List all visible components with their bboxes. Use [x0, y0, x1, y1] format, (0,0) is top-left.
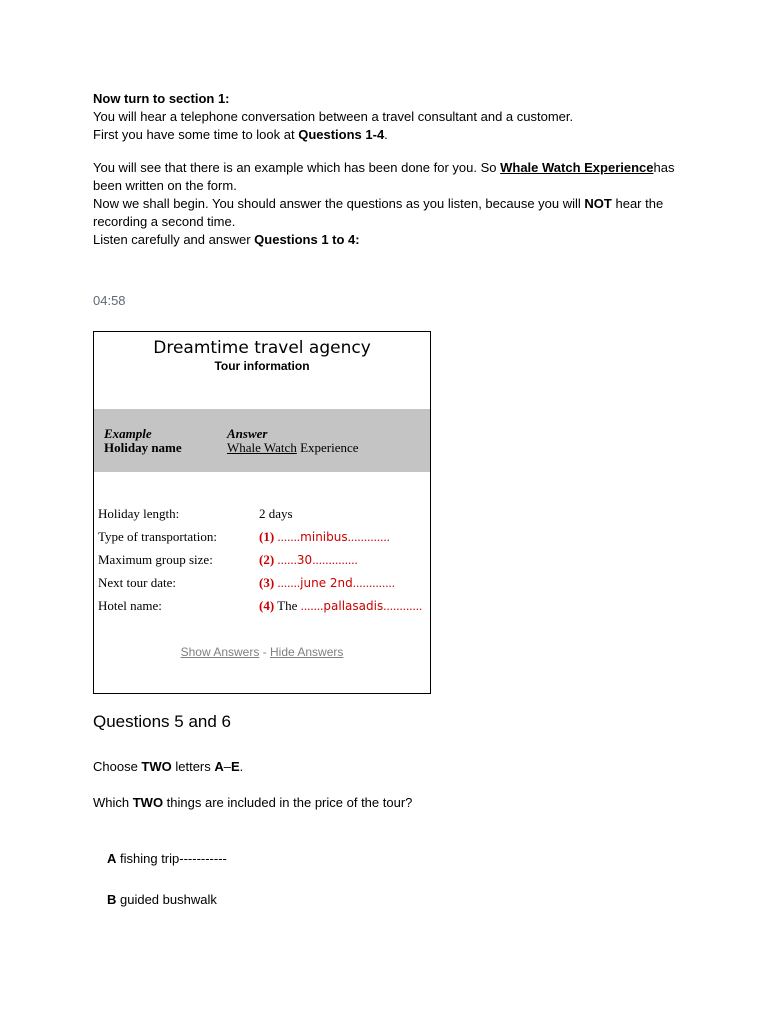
- row-label-transport: Type of transportation:: [98, 529, 217, 544]
- row-label-group-size: Maximum group size:: [98, 552, 213, 567]
- handwritten-answer: minibus: [300, 530, 348, 544]
- question-text: Which TWO things are included in the price of the tour?: [93, 795, 413, 810]
- countdown-timer: 04:58: [93, 293, 126, 308]
- form-title: Dreamtime travel agency: [153, 338, 371, 358]
- hide-answers-link[interactable]: Hide Answers: [270, 645, 344, 659]
- answer-label: Answer: [227, 426, 268, 441]
- show-answers-link[interactable]: Show Answers: [180, 645, 260, 659]
- example-answer-highlight: Whale Watch Experience: [500, 160, 654, 175]
- handwritten-answer: pallasadis: [323, 599, 384, 613]
- form-subtitle: Tour information: [214, 359, 310, 373]
- answer-4[interactable]: (4) The .......pallasadis............: [259, 598, 423, 613]
- example-answer: Whale Watch Experience: [227, 440, 359, 455]
- instructions: [93, 159, 683, 249]
- option-a[interactable]: A fishing trip-----------: [107, 851, 227, 866]
- answer-1[interactable]: (1) .......minibus.............: [259, 529, 390, 544]
- row-label-length: Holiday length:: [98, 506, 180, 521]
- row-label-hotel: Hotel name:: [98, 598, 162, 613]
- example-field: Holiday name: [104, 440, 182, 455]
- option-b[interactable]: B guided bushwalk: [107, 892, 217, 907]
- answer-toggle-links: Show Answers - Hide Answers: [180, 645, 344, 659]
- choose-instruction: Choose TWO letters A–E.: [93, 759, 244, 774]
- example-section: [94, 409, 430, 472]
- answer-2[interactable]: (2) ......30..............: [259, 552, 358, 567]
- example-note: You will see that there is an example which has been done for you. So Whale Watch Experiencehas been written on the form.: [93, 160, 675, 193]
- row-label-tour-date: Next tour date:: [98, 575, 176, 590]
- section-intro: [93, 90, 683, 144]
- questions-5-6-heading: Questions 5 and 6: [93, 712, 231, 731]
- tour-info-form: [93, 331, 431, 694]
- handwritten-answer: 30: [296, 553, 313, 567]
- section-heading: Now turn to section 1:: [93, 91, 230, 106]
- begin-note: Now we shall begin. You should answer the questions as you listen, because you will NOT hear the recording a second time.: [93, 196, 664, 229]
- intro-line: You will hear a telephone conversation between a travel consultant and a customer.: [93, 109, 574, 124]
- row-value-length: 2 days: [259, 506, 293, 521]
- intro-line-questions: First you have some time to look at Questions 1-4.: [93, 127, 388, 142]
- handwritten-answer: june 2nd: [300, 576, 353, 590]
- listen-note: Listen carefully and answer Questions 1 to 4:: [93, 232, 360, 247]
- answer-3[interactable]: (3) .......june 2nd.............: [259, 575, 396, 590]
- example-label: Example: [104, 426, 152, 441]
